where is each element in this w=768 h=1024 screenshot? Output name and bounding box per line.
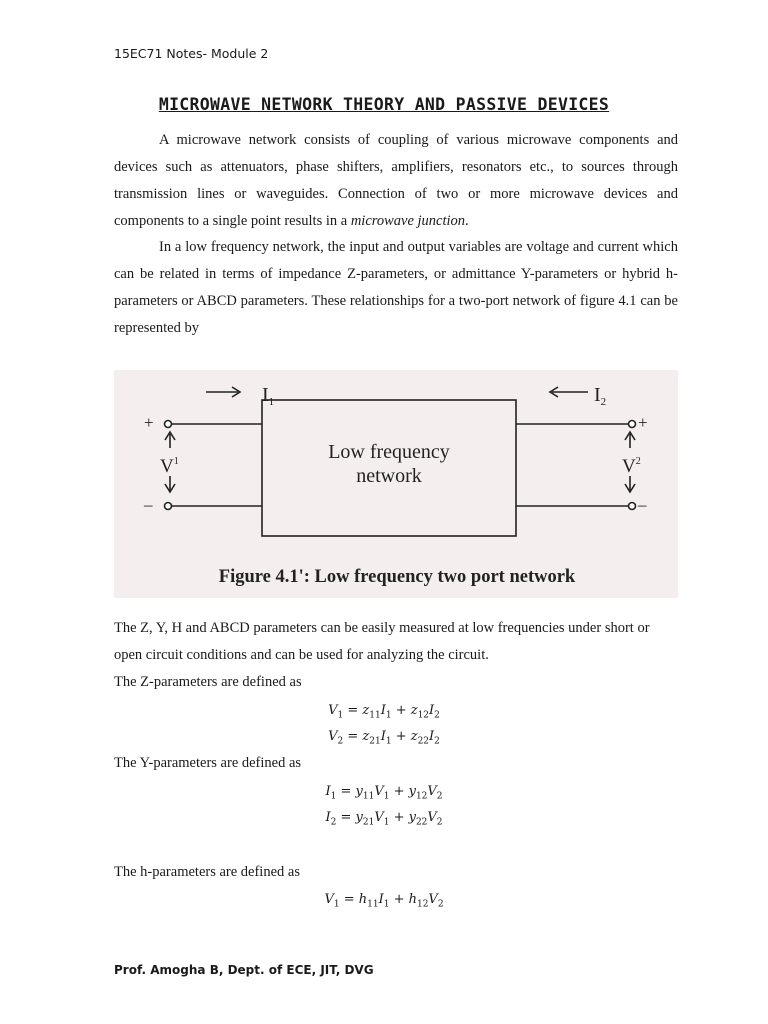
paragraph-low-frequency-text: In a low frequency network, the input and output variables are voltage and current which can be related in terms of impedance Z-parameters, or admittance Y-parameters or hybrid h-parameters or ABCD parameters. These relationships for a two-port network of figure 4.1 can be represented by <box>114 239 678 336</box>
port1-bottom-terminal <box>165 503 172 510</box>
y-parameters-intro: The Y-parameters are defined as <box>114 755 302 771</box>
port2-bottom-terminal <box>629 503 636 510</box>
paragraph-intro-text: A microwave network consists of coupling of various microwave components and devices such as attenuators, phase shifters, amplifiers, resonators etc., to sources through transmission lines or waveguides. Connection of two or more microwave devices and components to a single point results in a <box>114 132 678 229</box>
z-equation-1: $V_1 = z_{11}I_1 + z_{12}I_2$ <box>328 703 440 721</box>
header-course-note: 15EC71 Notes- Module 2 <box>114 46 269 61</box>
footer-author: Prof. Amogha B, Dept. of ECE, JIT, DVG <box>114 963 374 977</box>
port2-plus: + <box>638 413 648 432</box>
i1-label: $I_1$ <box>262 384 275 408</box>
z-parameters-intro: The Z-parameters are defined as <box>114 674 302 690</box>
figure-caption: Figure 4.1': Low frequency two port network <box>218 567 576 587</box>
box-label-line2: network <box>356 465 422 487</box>
port2-top-terminal <box>629 421 636 428</box>
port1-top-terminal <box>165 421 172 428</box>
i2-label: $I_2$ <box>594 384 607 408</box>
microwave-junction-term: microwave junction <box>350 213 466 229</box>
box-label-line1: Low frequency <box>328 441 450 463</box>
v1-label: $V^1$ <box>160 456 179 477</box>
z-equation-2: $V_2 = z_{21}I_1 + z_{22}I_2$ <box>328 729 440 747</box>
port1-minus: – <box>144 495 153 514</box>
two-port-network-diagram <box>114 370 678 598</box>
document-title: MICROWAVE NETWORK THEORY AND PASSIVE DEVICES <box>158 95 610 114</box>
figure-two-port-network <box>114 370 678 598</box>
paragraph-intro: A microwave network consists of coupling of various microwave components and devices such as attenuators, phase shifters, amplifiers, resonators etc., to sources through transmission lines or waveguides. Connection of two or more microwave devices and components to a single point results in a microwave junction. <box>114 132 678 229</box>
y-equation-2: $I_2 = y_{21}V_1 + y_{22}V_2$ <box>325 810 443 828</box>
h-equation-1: $V_1 = h_{11}I_1 + h_{12}V_2$ <box>324 892 444 910</box>
paragraph-low-frequency <box>114 234 678 342</box>
paragraph-measurement-line2: open circuit conditions and can be used for analyzing the circuit. <box>114 647 489 663</box>
port2-minus: – <box>638 495 647 514</box>
h-parameters-intro: The h-parameters are defined as <box>114 864 300 880</box>
y-equation-1: $I_1 = y_{11}V_1 + y_{12}V_2$ <box>325 784 443 802</box>
paragraph-measurement-line1: The Z, Y, H and ABCD parameters can be easily measured at low frequencies under short or <box>114 620 650 636</box>
v2-label: $V^2$ <box>622 456 641 477</box>
port1-plus: + <box>144 413 154 432</box>
